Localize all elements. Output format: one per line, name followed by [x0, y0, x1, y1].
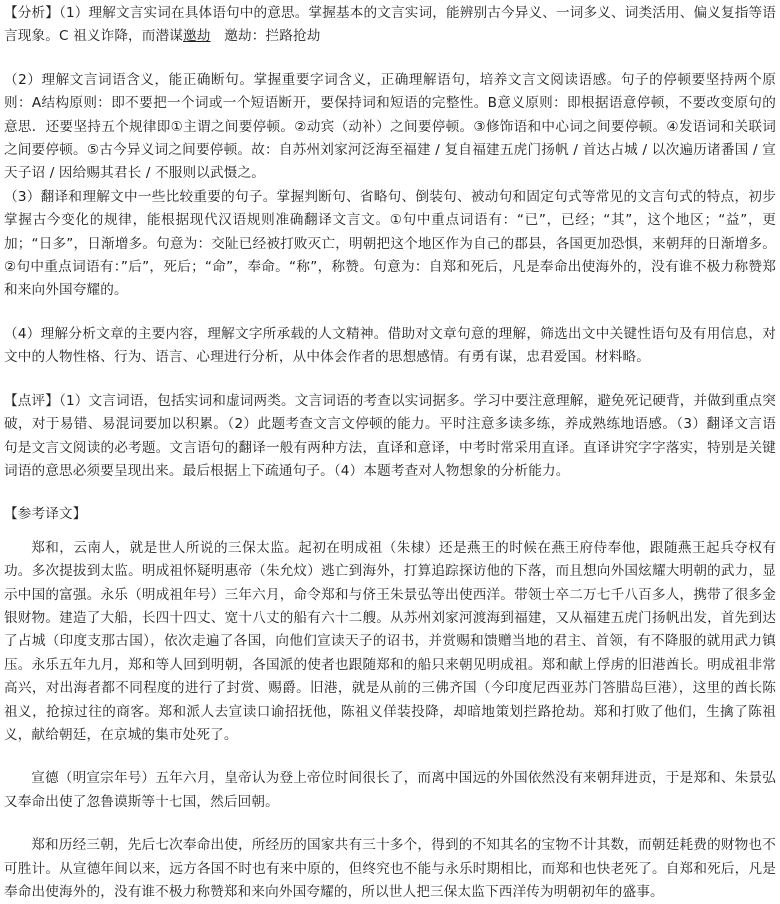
translation-heading: 【参考译文】	[4, 506, 87, 523]
comment-text: （1）文言词语，包括实词和虚词两类。文言词语的考查以实词据多。学习中要注意理解，避免死记硬背，并做到重点突破，对于易错、易混词要加以积累。（2）此题考查文言文停顿的能力。平时注意多读多练，养成熟练地语感。（3）翻译文言语句是文言文阅读的必考题。文言语句的翻译一般有两种方法，直译和意译，中考时常采用直译。直译讲究字字落实，特别是关键词语的意思必须要呈现出来。最后根据上下疏通句子。（4）本题考查对人物想象的分析能力。	[4, 392, 776, 479]
translation-paragraph-3: 郑和历经三朝，先后七次奉命出使，所经历的国家共有三十多个，得到的不知其名的宝物不计其数，而朝廷耗费的财物也不可胜计。从宣德年间以来，远方各国不时也有来中原的，但终究也不能与永乐时期相比，而郑和也快老死了。自郑和死后，凡是奉命出使海外的，没有谁不极力称赞郑和来向外国夸耀的，所以世人把三保太监下西洋传为明朝初年的盛事。	[4, 837, 776, 900]
translation-paragraph-1: 郑和，云南人，就是世人所说的三保太监。起初在明成祖（朱棣）还是燕王的时候在燕王府侍奉他，跟随燕王起兵夺权有功。多次提拔到太监。明成祖怀疑明惠帝（朱允炆）逃亡到海外，打算追踪探访他的下落，而且想向外国炫耀大明朝的武力，显示中国的富强。永乐（明成祖年号）三年六月，命令郑和与侪王朱景弘等出使西洋。带领士卒二万七千八百多人，携带了很多金银财物。建造了大船，长四十四丈、宽十八丈的船有六十二艘。从苏州刘家河渡海到福建，又从福建五虎门扬帆出发，首先到达了占城（印度支那古国），依次走遍了各国，向他们宣读天子的诏书，并赏赐和馈赠当地的君主、首领，有不降服的就用武力镇压。永乐五年九月，郑和等人回到明朝，各国派的使者也跟随郑和的船只来朝见明成祖。郑和献上俘虏的旧港酋长。明成祖非常高兴，对出海者都不同程度的进行了封赏、赐爵。旧港，就是从前的三佛齐国（今印度尼西亚苏门答腊岛巨港），这里的酋长陈祖义，抢掠过往的商客。郑和派人去宣读口谕招抚他，陈祖义佯装投降，却暗地策划拦路抢劫。郑和打败了他们，生擒了陈祖义，献给朝廷，在京城的集市处死了。	[4, 539, 776, 743]
analysis-paragraph-2: （2）理解文言词语含义，能正确断句。掌握重要字词含义，正确理解语句，培养文言文阅读语感。句子的停顿要坚持两个原则：A结构原则：即不要把一个词或一个短语断开，要保持词和短语的完整性。B意义原则：即根据语意停顿，不要改变原句的意思．还要坚持五个规律即①主谓之间要停顿。②动宾（动补）之间要停顿。③修饰语和中心词之间要停顿。④发语词和关联词之间要停顿。⑤古今异义词之间要停顿。故：自苏州刘家河泛海至福建 / 复自福建五虎门扬帆 / 首达占城 / 以次遍历诸番国 / 宣天子诏 / 因给赐其君长 / 不服则以武慑之。	[4, 71, 776, 182]
analysis-paragraph-4: （4）理解分析文章的主要内容，理解文字所承载的人文精神。借助对文章句意的理解，筛选出文中关键性语句及有用信息，对文中的人物性格、行为、语言、心理进行分析，从中体会作者的思想感情。有勇有谋，忠君爱国。材料略。	[4, 325, 776, 366]
translation-paragraph-2: 宣德（明宣宗年号）五年六月，皇帝认为登上帝位时间很长了，而离中国远的外国依然没有来朝拜进贡，于是郑和、朱景弘又奉命出使了忽鲁谟斯等十七国，然后回朝。	[4, 770, 776, 810]
analysis-paragraph-1	[4, 2, 776, 49]
comment-label: 【点评】	[4, 392, 59, 409]
analysis-text-1b: 邀劫：拦路抢劫	[210, 28, 321, 45]
analysis-text-1a: （1）理解文言实词在具体语句中的意思。掌握基本的文言实词，能辨别古今异义、一词多义、词类活用、偏义复指等语言现象。C 祖义诈降，而潜谋	[4, 5, 776, 45]
analysis-label: 【分析】	[4, 5, 59, 21]
underlined-word: 邀劫	[183, 28, 211, 45]
comment-paragraph	[4, 390, 776, 484]
analysis-paragraph-3: （3）翻译和理解文中一些比较重要的句子。掌握判断句、省略句、倒装句、被动句和固定句式等常见的文言句式的特点，初步掌握古今变化的规律，能根据现代汉语规则准确翻译文言文。①句中重点词语有：“已”，已经；“其”，这个地区；“益”，更加；“日多”，日渐增多。句意为：交阯已经被打败灭亡，明朝把这个地区作为自己的郡县，各国更加恐惧，来朝拜的日渐增多。②句中重点词语有：”后”，死后；“命”，奉命。“称”，称赞。句意为：自郑和死后，凡是奉命出使海外的，没有谁不极力称赞郑和来向外国夸耀的。	[4, 188, 776, 299]
